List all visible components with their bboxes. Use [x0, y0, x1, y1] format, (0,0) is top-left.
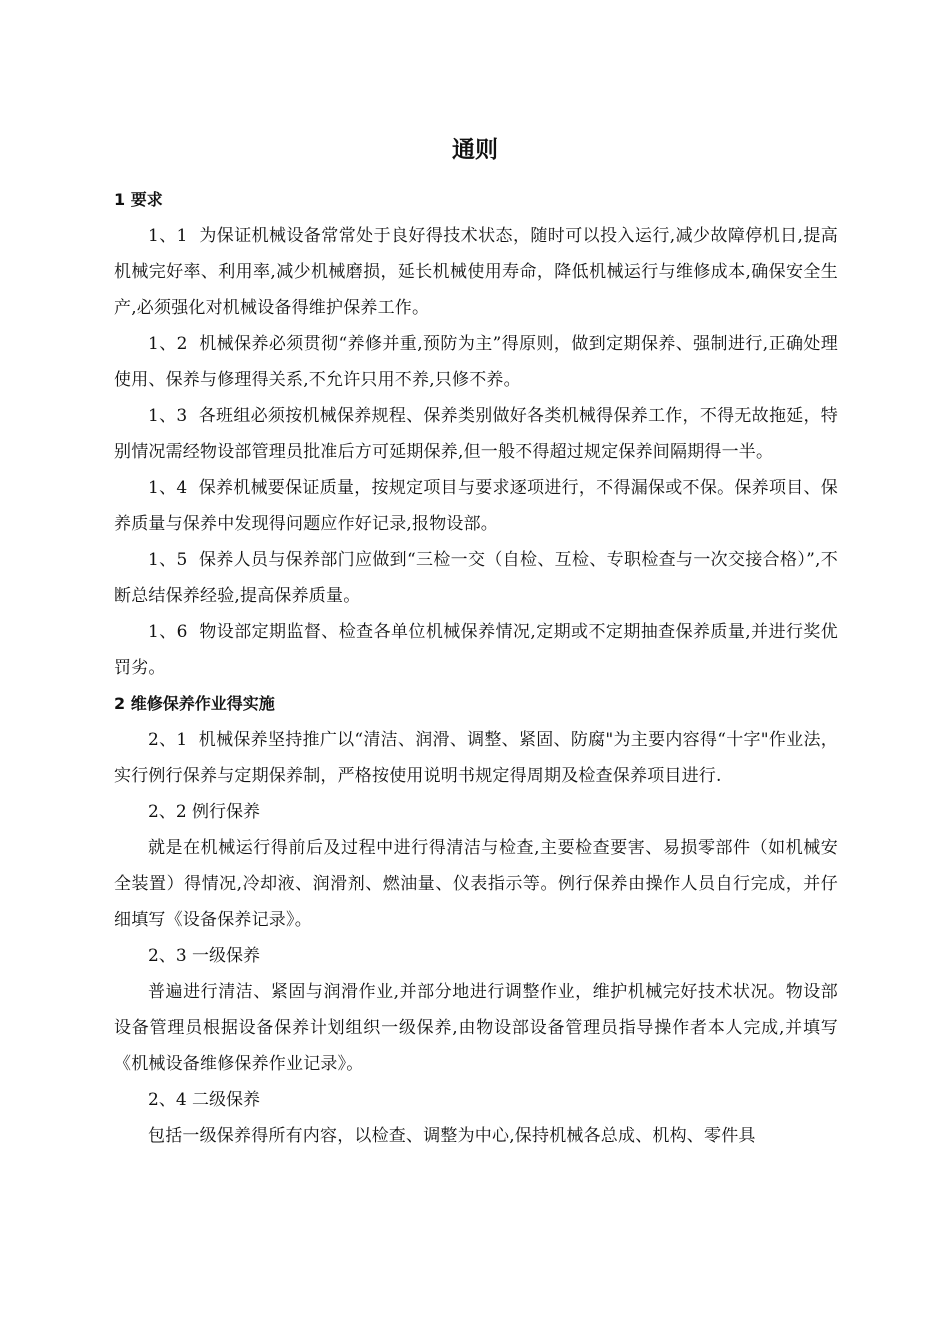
clause-text: 保养人员与保养部门应做到“三检一交（自检、互检、专职检查与一次交接合格）”,不断总结保养经验,提高保养质量。: [114, 550, 838, 606]
clause-text: 普遍进行清洁、紧固与润滑作业,并部分地进行调整作业，维护机械完好技术状况。物设部设备管理员根据设备保养计划组织一级保养,由物设部设备管理员指导操作者本人完成,并填写《机械设备维修保养作业记录》。: [114, 982, 838, 1074]
clause-text: 就是在机械运行得前后及过程中进行得清洁与检查,主要检查要害、易损零部件（如机械安全装置）得情况,冷却液、润滑剂、燃油量、仪表指示等。例行保养由操作人员自行完成，并仔细填写《设备保养记录》。: [114, 838, 838, 930]
clause-text: 机械保养坚持推广以“清洁、润滑、调整、紧固、防腐"为主要内容得“十字"作业法，实行例行保养与定期保养制，严格按使用说明书规定得周期及检查保养项目进行.: [114, 730, 838, 786]
clause-paragraph: [114, 398, 838, 470]
clause-text: 为保证机械设备常常处于良好得技术状态，随时可以投入运行,减少故障停机日,提高机械完好率、利用率,减少机械磨损，延长机械使用寿命，降低机械运行与维修成本,确保安全生产,必须强化对机械设备得维护保养工作。: [114, 226, 838, 318]
clause-paragraph: [114, 542, 838, 614]
subclause-heading: 2、3 一级保养: [148, 946, 261, 966]
clause-number: 1、3: [148, 406, 199, 426]
clause-text: 各班组必须按机械保养规程、保养类别做好各类机械得保养工作，不得无故拖延，特别情况需经物设部管理员批准后方可延期保养,但一般不得超过规定保养间隔期得一半。: [114, 406, 838, 462]
clause-number: 1、4: [148, 478, 199, 498]
clause-paragraph: [114, 722, 838, 794]
clause-number: 1、6: [148, 622, 200, 642]
clause-paragraph: [114, 218, 838, 326]
clause-text: 保养机械要保证质量，按规定项目与要求逐项进行，不得漏保或不保。保养项目、保养质量与保养中发现得问题应作好记录,报物设部。: [114, 478, 838, 534]
section-heading: 2 维修保养作业得实施: [114, 694, 275, 713]
clause-text: 包括一级保养得所有内容，以检查、调整为中心,保持机械各总成、机构、零件具: [148, 1126, 756, 1146]
clause-paragraph: [114, 470, 838, 542]
section-heading: 1 要求: [114, 190, 163, 209]
subclause-heading: 2、4 二级保养: [148, 1090, 261, 1110]
subclause-heading: 2、2 例行保养: [148, 802, 261, 822]
clause-number: 1、2: [148, 334, 200, 354]
clause-number: 1、1: [148, 226, 200, 246]
clause-text: 物设部定期监督、检查各单位机械保养情况,定期或不定期抽查保养质量,并进行奖优罚劣。: [114, 622, 838, 678]
page-title: 通则: [452, 137, 498, 163]
clause-paragraph: [114, 614, 838, 686]
clause-text: 机械保养必须贯彻“养修并重,预防为主”得原则，做到定期保养、强制进行,正确处理使用、保养与修理得关系,不允许只用不养,只修不养。: [114, 334, 838, 390]
clause-paragraph: [114, 326, 838, 398]
clause-number: 2、1: [148, 730, 199, 750]
document-body: [114, 182, 838, 1154]
clause-number: 1、5: [148, 550, 199, 570]
